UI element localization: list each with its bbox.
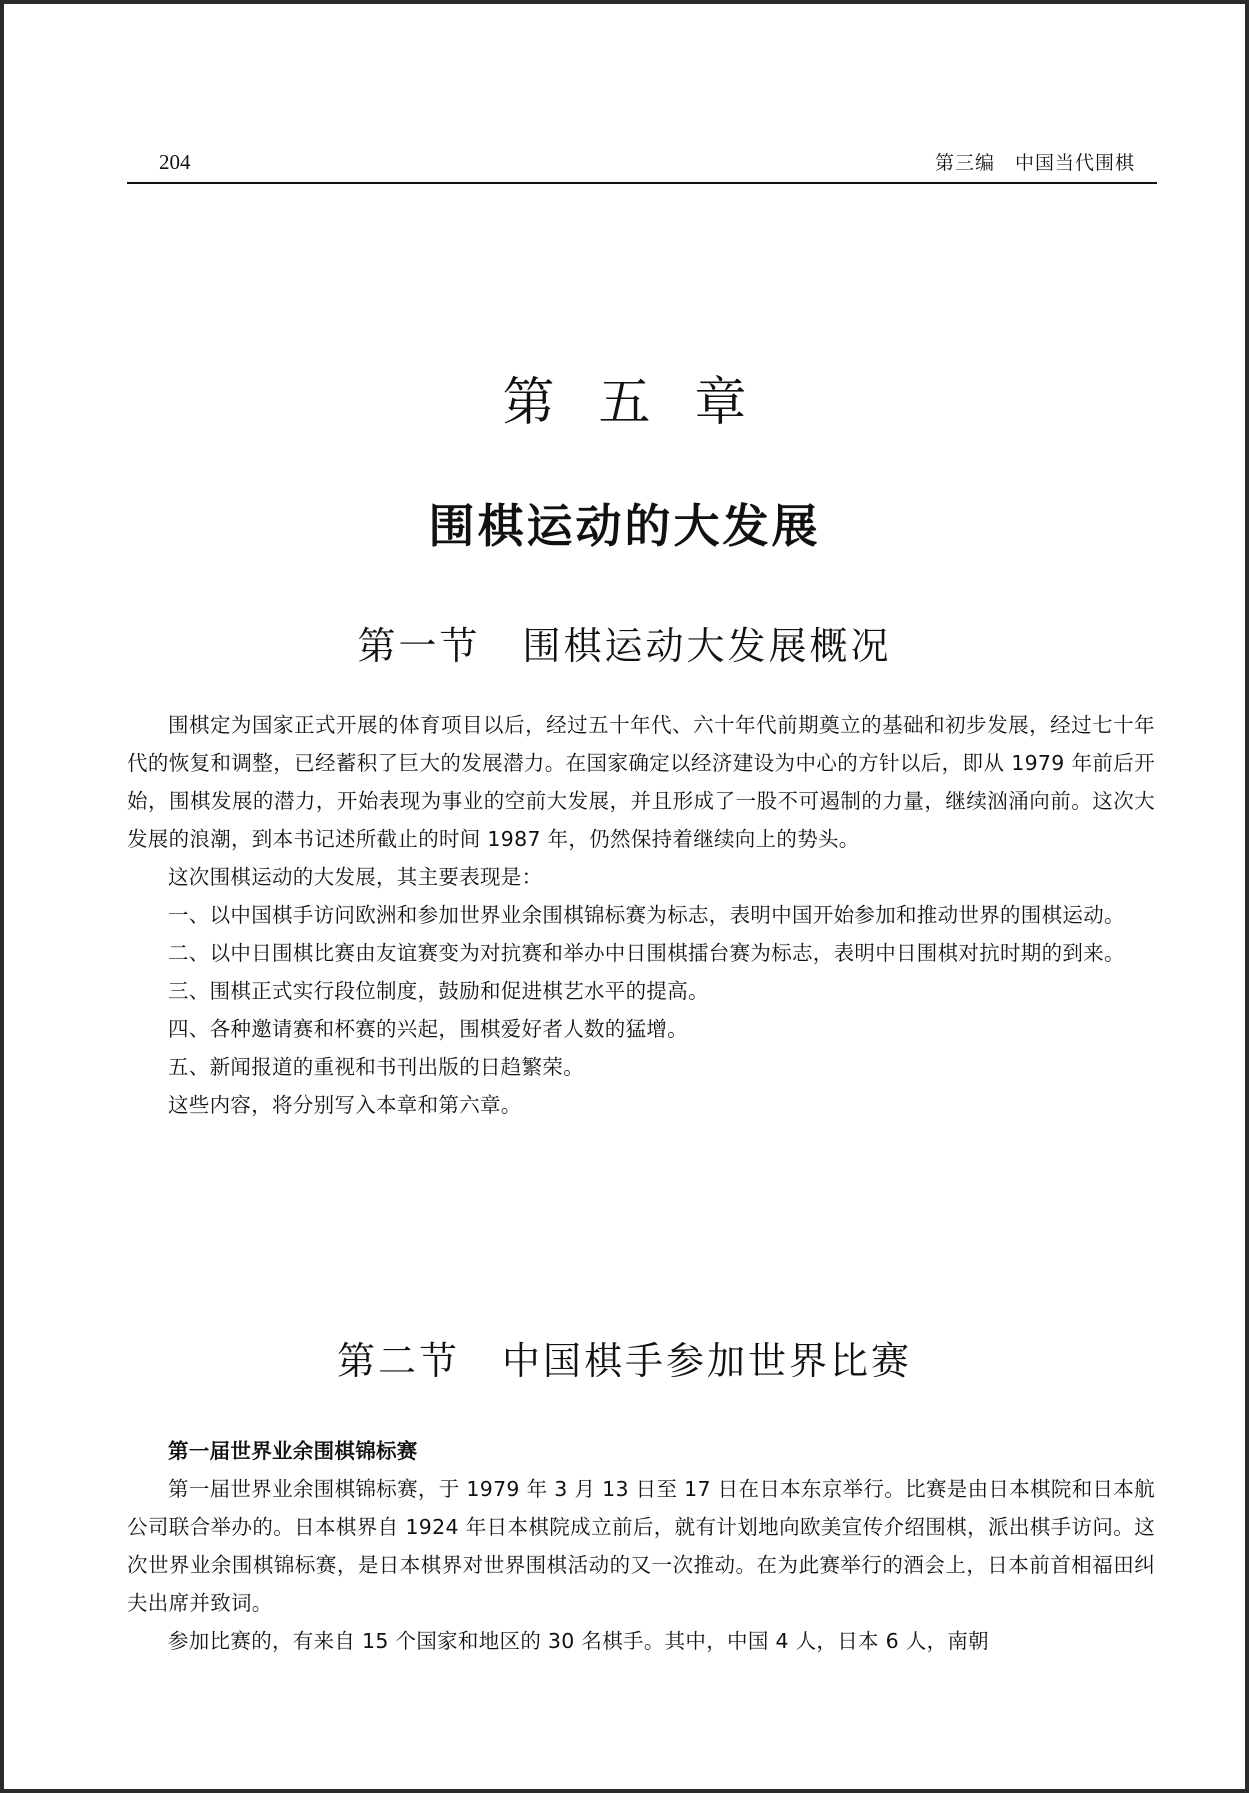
paragraph: 这些内容，将分别写入本章和第六章。 xyxy=(168,1093,522,1117)
list-item: 五、新闻报道的重视和书刊出版的日趋繁荣。 xyxy=(168,1055,584,1079)
chapter-title: 围棋运动的大发展 xyxy=(428,499,821,553)
section-heading-1 xyxy=(0,615,1249,670)
list-item: 三、围棋正式实行段位制度，鼓励和促进棋艺水平的提高。 xyxy=(168,979,709,1003)
section-2-body xyxy=(127,1432,1155,1660)
page-number: 204 xyxy=(159,150,191,174)
paragraph: 围棋定为国家正式开展的体育项目以后，经过五十年代、六十年代前期奠立的基础和初步发展，经过七十年代的恢复和调整，已经蓄积了巨大的发展潜力。在国家确定以经济建设为中心的方针以后，即从 1979 年前后开始，围棋发展的潜力，开始表现为事业的空前大发展，并且形成了一股不可遏制的力量，继续汹涌向前。这次大发展的浪潮，到本书记述所截止的时间 1987 年，仍然保持着继续向上的势头。 xyxy=(127,713,1155,851)
subheading: 第一届世界业余围棋锦标赛 xyxy=(168,1439,418,1463)
list-item: 二、以中日围棋比赛由友谊赛变为对抗赛和举办中日围棋擂台赛为标志，表明中日围棋对抗时期的到来。 xyxy=(168,941,1125,965)
list-item: 一、以中国棋手访问欧洲和参加世界业余围棋锦标赛为标志，表明中国开始参加和推动世界的围棋运动。 xyxy=(168,903,1125,927)
paragraph: 第一届世界业余围棋锦标赛，于 1979 年 3 月 13 日至 17 日在日本东京举行。比赛是由日本棋院和日本航公司联合举办的。日本棋界自 1924 年日本棋院成立前后，就有计划地向欧美宣传介绍围棋，派出棋手访问。这次世界业余围棋锦标赛，是日本棋界对世界围棋活动的又一次推动。在为此赛举行的酒会上，日本前首相福田纠夫出席并致词。 xyxy=(127,1477,1155,1615)
paragraph: 这次围棋运动的大发展，其主要表现是： xyxy=(168,865,543,889)
section-title-2: 中国棋手参加世界比赛 xyxy=(502,1339,913,1383)
chapter-number: 第五章 xyxy=(502,373,791,433)
section-number-2: 第二节 xyxy=(336,1339,460,1383)
section-heading-2 xyxy=(0,1330,1249,1385)
section-1-body xyxy=(127,706,1155,1124)
section-title-1: 围棋运动大发展概况 xyxy=(522,624,892,668)
list-item: 四、各种邀请赛和杯赛的兴起，围棋爱好者人数的猛增。 xyxy=(168,1017,688,1041)
section-number-1: 第一节 xyxy=(357,624,481,668)
paragraph: 参加比赛的，有来自 15 个国家和地区的 30 名棋手。其中，中国 4 人，日本 6 人，南朝 xyxy=(168,1629,989,1653)
part-title: 第三编 中国当代围棋 xyxy=(934,152,1135,174)
running-header xyxy=(127,148,1157,184)
